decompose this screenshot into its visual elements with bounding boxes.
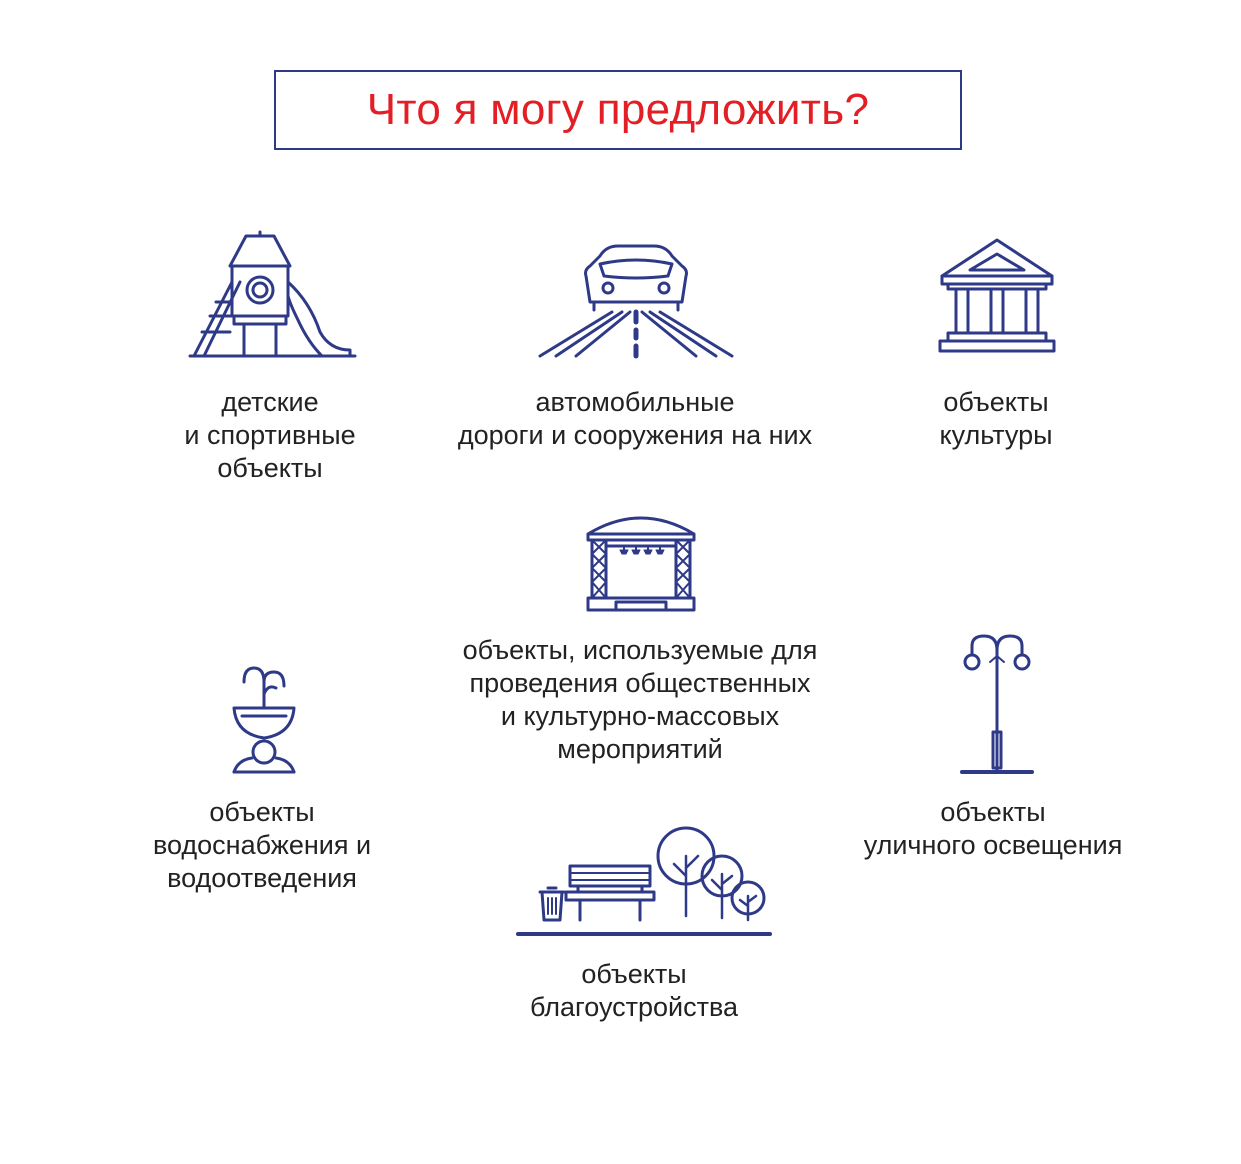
park-bench-icon (516, 826, 772, 938)
streetlamp-icon (960, 632, 1034, 776)
water-label: объекты водоснабжения и водоотведения (152, 797, 372, 893)
playground-icon (190, 232, 355, 360)
landscaping-label: объекты благоустройства (529, 959, 739, 1022)
road-car-icon (536, 242, 736, 358)
culture-label: объекты культуры (939, 387, 1053, 450)
lighting-label: объекты уличного освещения (863, 797, 1123, 860)
playground-label: детские и спортивные объекты (184, 387, 356, 483)
title-box (274, 70, 962, 150)
page-title: Что я могу предложить? (366, 85, 870, 134)
events-label: объекты, используемые для проведения общественных и культурно-массовых мероприятий (462, 635, 818, 764)
roads-label: автомобильные дороги и сооружения на них (457, 387, 813, 450)
museum-icon (936, 236, 1058, 356)
stage-icon (584, 512, 698, 614)
fountain-icon (228, 658, 300, 776)
